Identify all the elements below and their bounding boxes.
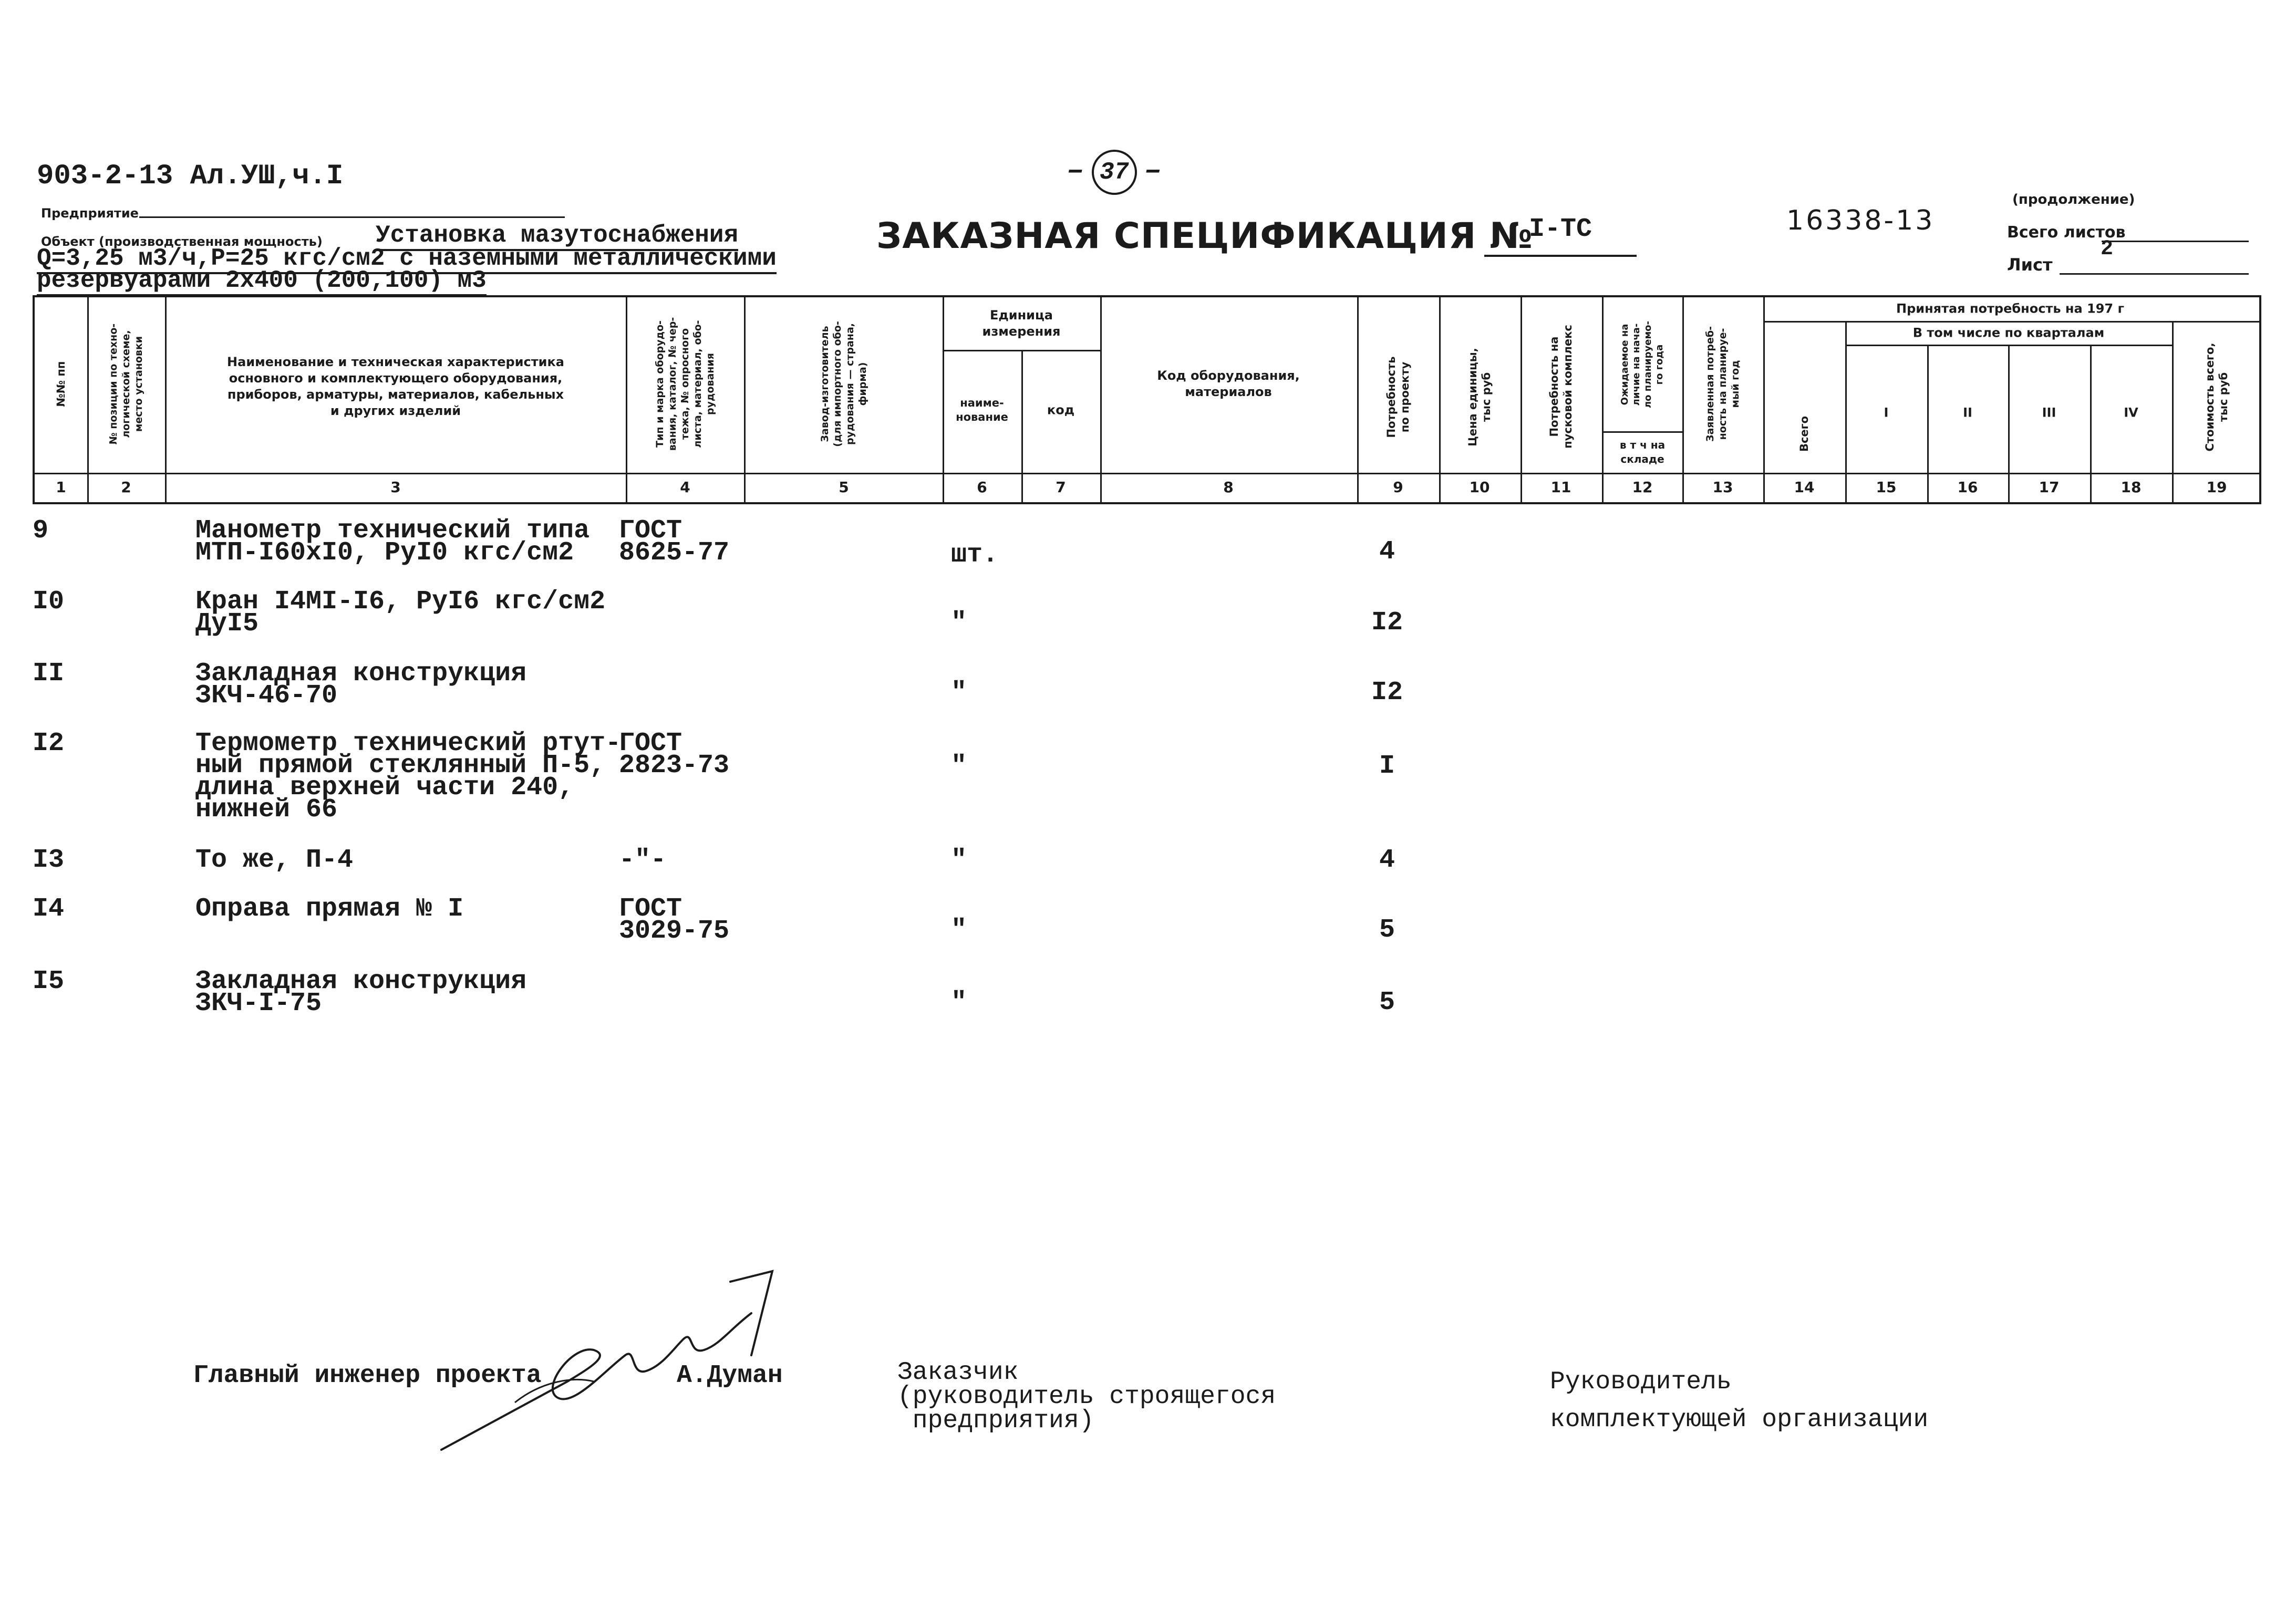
grid-line [1845, 345, 2172, 346]
column-number: 15 [1876, 479, 1897, 496]
col-header-in-warehouse: в т ч на складе [1619, 439, 1666, 465]
chief-engineer-name: А.Думан [677, 1362, 783, 1390]
grid-line [1763, 321, 2261, 323]
row-unit: " [951, 678, 967, 708]
row-unit: " [951, 845, 967, 875]
row-type: -"- [619, 845, 667, 875]
column-number: 11 [1550, 479, 1571, 496]
column-number: 19 [2206, 479, 2227, 496]
continuation-label: (продолжение) [2012, 192, 2135, 207]
column-number: 10 [1469, 479, 1490, 496]
row-name: Термометр технический ртут- ный прямой стеклянный П-5, длина верхней части 240, нижней 66 [195, 729, 622, 825]
supplier-head-signature-block: Руководитель комплектующей организации [1550, 1368, 1929, 1434]
row-type: ГОСТ 2823-73 [619, 729, 730, 781]
customer-signature-block: Заказчик (руководитель строящегося предприятия) [897, 1358, 1276, 1435]
object-description-line-2: Q=3,25 м3/ч,Р=25 кгс/см2 с наземными металлическими [37, 245, 777, 274]
col-header-position: № позиции по техно- логической схеме, место установки [108, 323, 144, 445]
column-number: 18 [2121, 479, 2142, 496]
column-number: 8 [1223, 479, 1234, 496]
column-number: 6 [977, 479, 987, 496]
object-description-line-1: Установка мазутоснабжения [376, 222, 738, 251]
col-header-number: №№ пп [55, 361, 67, 407]
row-position: I0 [33, 587, 65, 617]
total-sheets-line [2102, 241, 2249, 242]
col-header-project-need: Потребность по проекту [1385, 356, 1411, 438]
grid-line [2090, 345, 2092, 504]
column-number: 17 [2039, 479, 2060, 496]
row-name: Оправа прямая № I [195, 894, 464, 924]
col-header-accepted-group: Принятая потребность на 197 г [1896, 301, 2125, 316]
row-quantity: I2 [1371, 678, 1403, 708]
page-number: – 37 – [1067, 150, 1162, 195]
column-number: 9 [1393, 479, 1403, 496]
enterprise-line [139, 216, 565, 218]
row-position: I2 [33, 729, 65, 759]
column-number: 14 [1794, 479, 1815, 496]
row-name: Манометр технический типа МТП-I60хI0, РуI0 кгс/см2 [195, 516, 590, 568]
column-number: 2 [121, 479, 131, 496]
col-header-quarter-group: В том числе по кварталам [1912, 325, 2105, 340]
chief-engineer-title: Главный инженер проекта [193, 1362, 542, 1390]
row-position: I5 [33, 967, 65, 996]
row-type: ГОСТ 8625-77 [619, 516, 730, 568]
col-header-q2: II [1963, 405, 1972, 420]
col-header-expected-stock: Ожидаемое на личие на нача- ло планируемо- го года [1619, 320, 1665, 409]
sheet-label: Лист [2007, 255, 2053, 275]
row-unit: " [951, 751, 967, 781]
col-header-name: Наименование и техническая характеристика основного и комплектующего оборудования, приборов, арматуры, материалов, кабельных и других изделий [227, 355, 564, 418]
row-position: 9 [33, 516, 49, 546]
grid-line [943, 350, 1100, 351]
sheet-value: 2 [2100, 237, 2113, 261]
row-quantity: 4 [1379, 537, 1395, 567]
grid-line [1845, 321, 1847, 504]
enterprise-label: Предприятие [41, 206, 139, 221]
row-quantity: 4 [1379, 845, 1395, 875]
col-header-unit-code: код [1047, 402, 1075, 418]
column-number: 1 [56, 479, 66, 496]
col-header-q3: III [2042, 405, 2056, 420]
col-header-unit-name: наиме- нование [956, 397, 1008, 423]
col-header-startup-need: Потребность на пусковой комплекс [1548, 325, 1574, 449]
col-header-total: Всего [1798, 415, 1811, 452]
column-number: 5 [839, 479, 849, 496]
sheet-line [2060, 273, 2249, 275]
col-header-equipment-code: Код оборудования, материалов [1157, 368, 1300, 399]
page-number-value: 37 [1092, 150, 1137, 195]
total-sheets-label: Всего листов [2007, 223, 2126, 242]
grid-line [2172, 321, 2174, 504]
row-quantity: 5 [1379, 988, 1395, 1017]
row-unit: шт. [951, 540, 999, 570]
grid-line [1602, 431, 1682, 433]
row-quantity: I [1379, 751, 1395, 781]
col-header-type: Тип и марка оборудо- вания, каталог, № чер- тежа, № опросного листа, материал, обо- рудования [654, 317, 716, 451]
row-name: То же, П-4 [195, 845, 354, 875]
grid-line [1021, 350, 1023, 504]
order-number: 16338-13 [1786, 205, 1935, 236]
document-code: 903-2-13 Ал.УШ,ч.I [37, 160, 344, 192]
row-type: ГОСТ 3029-75 [619, 894, 730, 946]
column-number: 16 [1957, 479, 1978, 496]
row-name: Закладная конструкция ЗКЧ-46-70 [195, 659, 527, 711]
row-quantity: I2 [1371, 608, 1403, 638]
row-unit: " [951, 988, 967, 1017]
specification-number-line [1484, 255, 1637, 257]
col-header-unit-group: Единица измерения [982, 308, 1061, 339]
specification-title: ЗАКАЗНАЯ СПЕЦИФИКАЦИЯ № [876, 215, 1533, 257]
col-header-unit-price: Цена единицы, тыс руб [1466, 348, 1493, 446]
column-number: 7 [1056, 479, 1066, 496]
row-quantity: 5 [1379, 915, 1395, 945]
col-header-q4: IV [2124, 405, 2138, 420]
column-number: 12 [1632, 479, 1653, 496]
row-unit: " [951, 915, 967, 945]
specification-number: I-ТС [1528, 214, 1592, 244]
row-position: I4 [33, 894, 65, 924]
row-unit: " [951, 608, 967, 638]
object-description-line-3: резервуарами 2х400 (200,100) м3 [37, 267, 487, 296]
column-number: 13 [1712, 479, 1733, 496]
col-header-declared-need: Заявленная потреб- ность на планируе- мый год [1704, 326, 1741, 442]
column-number: 3 [390, 479, 401, 496]
row-position: I3 [33, 845, 65, 875]
specification-table-header [33, 295, 2261, 504]
grid-line [35, 473, 2261, 474]
col-header-manufacturer: Завод-изготовитель (для импортного обо- рудования — страна, фирма) [819, 321, 868, 447]
row-name: Кран I4МI-I6, РуI6 кгс/см2 ДуI5 [195, 587, 606, 639]
column-number: 4 [680, 479, 690, 496]
col-header-total-cost: Стоимость всего, тыс руб [2204, 342, 2230, 452]
handwritten-signature [436, 1250, 783, 1455]
grid-line [1927, 345, 1929, 504]
col-header-q1: I [1884, 405, 1889, 420]
row-position: II [33, 659, 65, 689]
object-label: Объект (производственная мощность) [41, 234, 323, 249]
grid-line [2008, 345, 2010, 504]
row-name: Закладная конструкция ЗКЧ-I-75 [195, 967, 527, 1019]
